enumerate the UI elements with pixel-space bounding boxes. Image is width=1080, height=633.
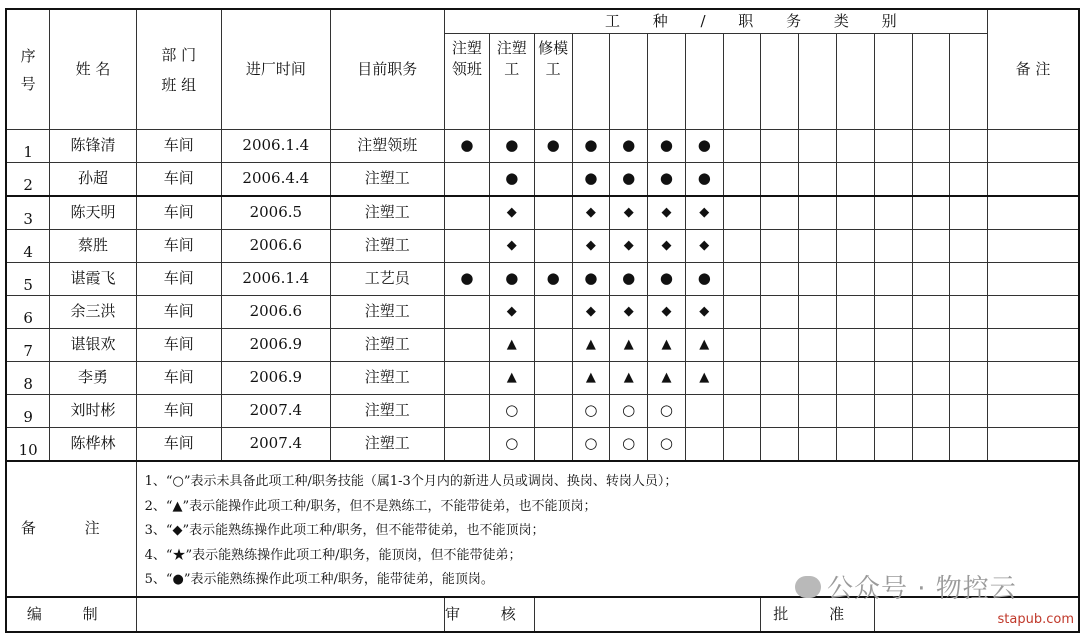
skill-mark: ○: [572, 428, 610, 462]
skill-mark: [912, 296, 950, 329]
row-seq: 6: [6, 296, 50, 329]
skill-mark: ◆: [685, 296, 723, 329]
category-header: [761, 34, 799, 130]
row-remark: [988, 428, 1079, 462]
skill-mark: [912, 196, 950, 230]
category-header: [950, 34, 988, 130]
row-remark: [988, 230, 1079, 263]
skill-mark: [875, 428, 913, 462]
skill-mark: [837, 395, 875, 428]
skill-mark: ◆: [489, 296, 534, 329]
skill-mark: [912, 230, 950, 263]
skill-mark: ●: [444, 130, 489, 163]
note-line: 4、“★”表示能熟练操作此项工种/职务，能顶岗，但不能带徒弟；: [144, 547, 522, 563]
skill-mark: [799, 395, 837, 428]
row-dept: 车间: [136, 296, 221, 329]
skill-mark: [799, 329, 837, 362]
row-date: 2006.4.4: [221, 163, 330, 197]
watermark: [795, 568, 1017, 605]
row-dept: 车间: [136, 428, 221, 462]
skill-mark: [534, 296, 572, 329]
skill-mark: [723, 329, 761, 362]
skill-mark: [799, 196, 837, 230]
skill-mark: [799, 230, 837, 263]
approved-label: 批 准: [761, 597, 875, 632]
row-seq: 2: [6, 163, 50, 197]
skill-mark: [912, 130, 950, 163]
skill-mark: ◆: [610, 296, 648, 329]
skill-mark: ▲: [648, 362, 686, 395]
skill-mark: [950, 196, 988, 230]
skill-mark: ▲: [685, 362, 723, 395]
skill-mark: [875, 230, 913, 263]
skill-mark: [723, 130, 761, 163]
skill-mark: ●: [444, 263, 489, 296]
skill-mark: [950, 362, 988, 395]
skill-mark: [685, 428, 723, 462]
row-name: 谌霞飞: [50, 263, 136, 296]
header-dept-line1: 部 门: [161, 45, 197, 64]
watermark-text: 公众号 · 物控云: [827, 574, 1017, 604]
skill-mark: [761, 428, 799, 462]
skill-mark: [837, 163, 875, 197]
skill-mark: ○: [610, 395, 648, 428]
header-name: 姓 名: [50, 9, 136, 130]
row-seq: 3: [6, 196, 50, 230]
skill-mark: ▲: [489, 362, 534, 395]
row-position: 注塑工: [330, 362, 444, 395]
skill-mark: [799, 296, 837, 329]
row-seq: 8: [6, 362, 50, 395]
skill-mark: [723, 196, 761, 230]
skill-mark: [444, 395, 489, 428]
skill-mark: [950, 296, 988, 329]
row-dept: 车间: [136, 130, 221, 163]
category-header: [875, 34, 913, 130]
skill-mark: ●: [572, 163, 610, 197]
skill-mark: [761, 130, 799, 163]
skill-matrix-sheet: [5, 8, 1080, 633]
skill-mark: [723, 395, 761, 428]
row-seq: 1: [6, 130, 50, 163]
table-row: [6, 130, 1079, 163]
skill-mark: [761, 395, 799, 428]
skill-mark: [761, 362, 799, 395]
header-dept-line2: 班 组: [161, 75, 197, 94]
skill-mark: [875, 296, 913, 329]
skill-mark: [761, 163, 799, 197]
skill-mark: [837, 296, 875, 329]
skill-mark: [912, 263, 950, 296]
skill-mark: [723, 263, 761, 296]
table-row: [6, 163, 1079, 197]
skill-mark: [723, 163, 761, 197]
row-dept: 车间: [136, 395, 221, 428]
row-dept: 车间: [136, 362, 221, 395]
skill-mark: [875, 362, 913, 395]
skill-mark: ○: [648, 428, 686, 462]
skill-mark: ●: [648, 130, 686, 163]
skill-mark: [799, 362, 837, 395]
skill-mark: [875, 163, 913, 197]
table-row: [6, 263, 1079, 296]
skill-mark: [761, 230, 799, 263]
row-seq: 9: [6, 395, 50, 428]
skill-mark: ●: [534, 263, 572, 296]
skill-mark: ▲: [489, 329, 534, 362]
row-remark: [988, 130, 1079, 163]
row-name: 李勇: [50, 362, 136, 395]
skill-mark: ○: [572, 395, 610, 428]
note-line: 1、“○”表示未具备此项工种/职务技能（属1-3个月内的新进人员或调岗、换岗、转岗人员）；: [144, 474, 678, 489]
row-date: 2006.9: [221, 329, 330, 362]
skill-mark: [875, 196, 913, 230]
skill-mark: [837, 263, 875, 296]
row-dept: 车间: [136, 329, 221, 362]
skill-mark: [950, 329, 988, 362]
skill-mark: ▲: [572, 362, 610, 395]
skill-mark: ◆: [610, 196, 648, 230]
row-remark: [988, 395, 1079, 428]
skill-mark: [444, 428, 489, 462]
skill-mark: [761, 296, 799, 329]
row-name: 陈桦林: [50, 428, 136, 462]
skill-mark: [875, 329, 913, 362]
table-row: [6, 230, 1079, 263]
table-row: [6, 196, 1079, 230]
skill-mark: [837, 329, 875, 362]
skill-mark: ●: [489, 263, 534, 296]
skill-mark: [761, 196, 799, 230]
category-header: [837, 34, 875, 130]
notes-label: 备 注: [6, 461, 136, 597]
category-header: [723, 34, 761, 130]
skill-mark: [875, 395, 913, 428]
wechat-icon: [795, 576, 821, 598]
row-date: 2007.4: [221, 428, 330, 462]
skill-mark: [534, 362, 572, 395]
skill-mark: ▲: [648, 329, 686, 362]
category-header: [610, 34, 648, 130]
skill-mark: ●: [610, 263, 648, 296]
skill-mark: ●: [685, 163, 723, 197]
skill-mark: ●: [572, 130, 610, 163]
row-date: 2006.9: [221, 362, 330, 395]
skill-mark: [534, 428, 572, 462]
skill-mark: [837, 428, 875, 462]
header-remark: 备 注: [988, 9, 1079, 130]
skill-mark: [444, 329, 489, 362]
skill-mark: [837, 362, 875, 395]
row-remark: [988, 263, 1079, 296]
skill-mark: ●: [489, 163, 534, 197]
skill-mark: ●: [489, 130, 534, 163]
skill-mark: [912, 428, 950, 462]
skill-mark: [837, 196, 875, 230]
reviewed-field: [534, 597, 761, 632]
skill-mark: [799, 130, 837, 163]
header-categories-title: 工 种 / 职 务 类 别: [444, 9, 987, 34]
skill-mark: [837, 230, 875, 263]
skill-mark: [912, 163, 950, 197]
skill-mark: ▲: [685, 329, 723, 362]
row-name: 余三洪: [50, 296, 136, 329]
skill-mark: ○: [648, 395, 686, 428]
skill-mark: [534, 230, 572, 263]
skill-mark: [723, 230, 761, 263]
row-date: 2006.6: [221, 230, 330, 263]
skill-mark: ◆: [572, 230, 610, 263]
skill-mark: [534, 196, 572, 230]
skill-mark: [723, 428, 761, 462]
skill-mark: ◆: [489, 196, 534, 230]
note-line: 3、“◆”表示能熟练操作此项工种/职务，但不能带徒弟，也不能顶岗；: [144, 523, 545, 538]
skill-mark: ○: [610, 428, 648, 462]
row-position: 注塑工: [330, 395, 444, 428]
skill-mark: ◆: [685, 196, 723, 230]
row-name: 谌银欢: [50, 329, 136, 362]
skill-mark: ●: [572, 263, 610, 296]
skill-mark: [685, 395, 723, 428]
row-position: 注塑工: [330, 196, 444, 230]
skill-mark: [950, 263, 988, 296]
row-date: 2006.1.4: [221, 130, 330, 163]
row-dept: 车间: [136, 196, 221, 230]
skill-mark: [950, 130, 988, 163]
skill-mark: [761, 263, 799, 296]
table-row: [6, 428, 1079, 462]
table-row: [6, 362, 1079, 395]
skill-mark: ◆: [610, 230, 648, 263]
skill-mark: ●: [610, 163, 648, 197]
skill-mark: [444, 230, 489, 263]
row-seq: 4: [6, 230, 50, 263]
note-line: 5、“●”表示能熟练操作此项工种/职务，能带徒弟，能顶岗。: [144, 572, 494, 587]
row-remark: [988, 329, 1079, 362]
skill-mark: ●: [648, 163, 686, 197]
category-header: [572, 34, 610, 130]
skill-mark: [799, 263, 837, 296]
site-label: stapub.com: [997, 612, 1074, 627]
skill-mark: ◆: [572, 296, 610, 329]
skill-mark: [723, 362, 761, 395]
prepared-field: [136, 597, 444, 632]
skill-mark: ○: [489, 428, 534, 462]
category-header: [912, 34, 950, 130]
row-date: 2006.6: [221, 296, 330, 329]
row-date: 2006.1.4: [221, 263, 330, 296]
category-header: [685, 34, 723, 130]
skill-mark: ▲: [610, 362, 648, 395]
header-row-1: [6, 9, 1079, 34]
skill-mark: ◆: [489, 230, 534, 263]
skill-mark: [534, 395, 572, 428]
skill-mark: ◆: [648, 230, 686, 263]
row-dept: 车间: [136, 263, 221, 296]
row-remark: [988, 362, 1079, 395]
skill-mark: [444, 163, 489, 197]
skill-mark: ●: [610, 130, 648, 163]
row-name: 孙超: [50, 163, 136, 197]
row-seq: 5: [6, 263, 50, 296]
note-line: 2、“▲”表示能操作此项工种/职务，但不是熟练工，不能带徒弟，也不能顶岗；: [144, 498, 597, 514]
category-header: [648, 34, 686, 130]
row-name: 陈锋清: [50, 130, 136, 163]
row-name: 陈天明: [50, 196, 136, 230]
row-seq: 10: [6, 428, 50, 462]
skill-mark: [837, 130, 875, 163]
table-row: [6, 296, 1079, 329]
skill-mark: [444, 196, 489, 230]
skill-mark: ◆: [685, 230, 723, 263]
row-remark: [988, 163, 1079, 197]
category-header: 注塑工: [489, 34, 534, 130]
skill-mark: ◆: [648, 296, 686, 329]
skill-mark: [875, 263, 913, 296]
row-name: 刘时彬: [50, 395, 136, 428]
row-position: 注塑工: [330, 230, 444, 263]
skill-mark: [761, 329, 799, 362]
skill-mark: ▲: [572, 329, 610, 362]
skill-mark: [799, 428, 837, 462]
table-row: [6, 329, 1079, 362]
skill-mark: [950, 163, 988, 197]
row-position: 工艺员: [330, 263, 444, 296]
row-date: 2007.4: [221, 395, 330, 428]
skill-mark: ●: [685, 263, 723, 296]
skill-mark: [534, 163, 572, 197]
skill-mark: [444, 296, 489, 329]
skill-matrix-table: [5, 8, 1080, 633]
skill-mark: [799, 163, 837, 197]
table-row: [6, 395, 1079, 428]
header-seq: 序号: [6, 9, 50, 130]
category-header: 修模工: [534, 34, 572, 130]
skill-mark: [950, 395, 988, 428]
row-name: 蔡胜: [50, 230, 136, 263]
row-remark: [988, 296, 1079, 329]
row-seq: 7: [6, 329, 50, 362]
category-header: [799, 34, 837, 130]
header-dept: [136, 9, 221, 130]
skill-mark: [950, 230, 988, 263]
skill-mark: ○: [489, 395, 534, 428]
row-remark: [988, 196, 1079, 230]
skill-mark: [912, 329, 950, 362]
skill-mark: ◆: [572, 196, 610, 230]
category-header: 注塑领班: [444, 34, 489, 130]
skill-mark: [950, 428, 988, 462]
skill-mark: ◆: [648, 196, 686, 230]
row-position: 注塑工: [330, 296, 444, 329]
skill-mark: ●: [648, 263, 686, 296]
row-position: 注塑工: [330, 163, 444, 197]
skill-mark: ▲: [610, 329, 648, 362]
header-position: 目前职务: [330, 9, 444, 130]
skill-mark: [875, 130, 913, 163]
skill-mark: [912, 362, 950, 395]
row-position: 注塑工: [330, 428, 444, 462]
skill-mark: [723, 296, 761, 329]
skill-mark: ●: [534, 130, 572, 163]
row-position: 注塑工: [330, 329, 444, 362]
row-dept: 车间: [136, 230, 221, 263]
header-join-date: 进厂时间: [221, 9, 330, 130]
skill-mark: [912, 395, 950, 428]
skill-mark: [534, 329, 572, 362]
reviewed-label: 审 核: [444, 597, 534, 632]
row-dept: 车间: [136, 163, 221, 197]
prepared-label: 编 制: [6, 597, 136, 632]
row-date: 2006.5: [221, 196, 330, 230]
row-position: 注塑领班: [330, 130, 444, 163]
skill-mark: [444, 362, 489, 395]
skill-mark: ●: [685, 130, 723, 163]
